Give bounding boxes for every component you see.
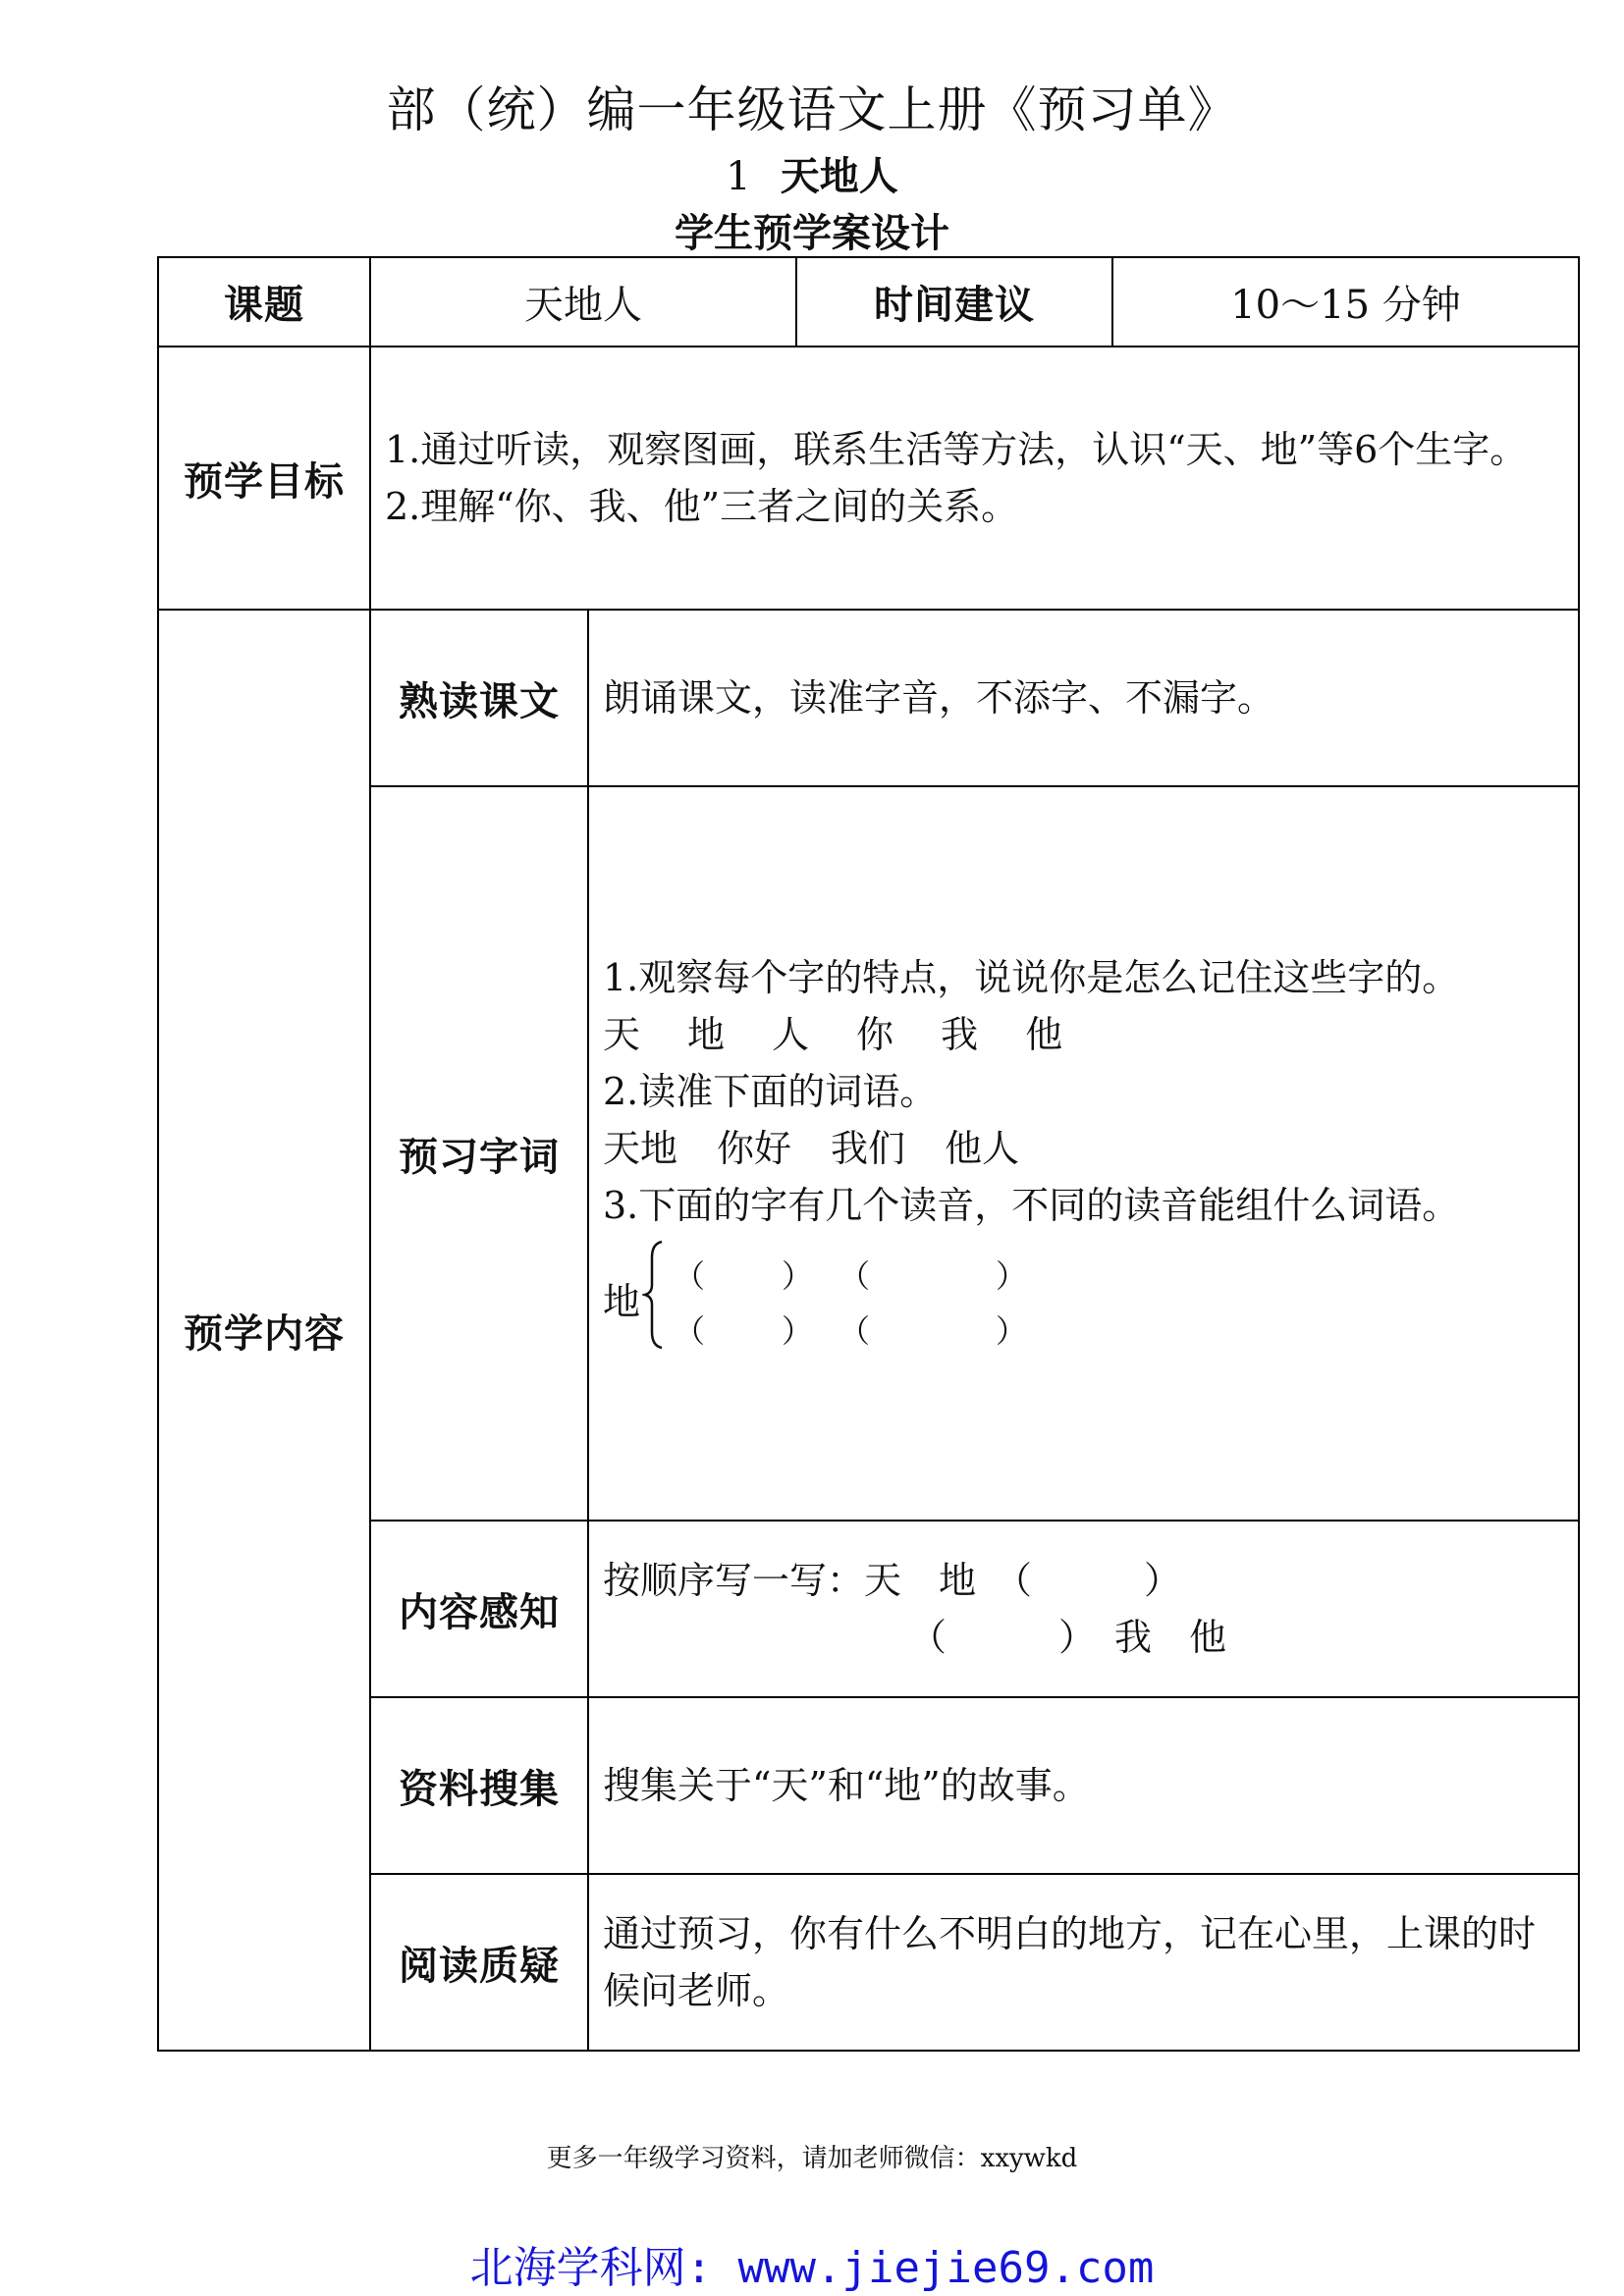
topic-label: 课题 (158, 257, 370, 347)
time-label: 时间建议 (796, 257, 1112, 347)
char-item: 我 (941, 1013, 979, 1056)
words-q3: 3.下面的字有几个读音，不同的读音能组什么词语。 (603, 1184, 1460, 1227)
collect-row (158, 1697, 1579, 1874)
perception-content (588, 1521, 1579, 1697)
collect-text: 搜集关于“天”和“地”的故事。 (588, 1697, 1579, 1874)
subtitle: 学生预学案设计 (675, 211, 949, 256)
paren-close: ） (782, 1257, 814, 1295)
time-value: 10～15 分钟 (1112, 257, 1579, 347)
words-q1: 1.观察每个字的特点，说说你是怎么记住这些字的。 (603, 956, 1460, 999)
perception-row (158, 1521, 1579, 1697)
question-row (158, 1874, 1579, 2051)
paren-open: （ (839, 1312, 871, 1350)
paren-open: （ (839, 1257, 871, 1295)
perception-line-1: 按顺序写一写：天 地 （ ） (603, 1559, 1182, 1602)
term-list (603, 1120, 1566, 1177)
question-text: 通过预习，你有什么不明白的地方，记在心里，上课的时候问老师。 (588, 1874, 1579, 2051)
lesson-number: 1 (726, 154, 751, 199)
goals-row (158, 347, 1579, 610)
lesson-name: 天地人 (780, 154, 898, 199)
perception-label: 内容感知 (370, 1521, 588, 1697)
reading-text: 朗诵课文，读准字音，不添字、不漏字。 (588, 610, 1579, 786)
main-title: 部（统）编一年级语文上册《预习单》 (386, 81, 1238, 138)
goal-item-1: 1.通过听读，观察图画，联系生活等方法，认识“天、地”等6个生字。 (385, 428, 1528, 471)
paren-open: （ (674, 1257, 706, 1295)
char-item: 天 (603, 1013, 641, 1056)
reading-row (158, 610, 1579, 786)
question-label: 阅读质疑 (370, 1874, 588, 2051)
char-item: 人 (772, 1013, 810, 1056)
curly-brace-icon (642, 1240, 666, 1350)
paren-close: ） (996, 1257, 1028, 1295)
char-item: 你 (856, 1013, 894, 1056)
term-item: 他人 (945, 1127, 1020, 1170)
goals-text (370, 347, 1579, 610)
words-q2: 2.读准下面的词语。 (603, 1070, 938, 1113)
paren-close: ） (996, 1312, 1028, 1350)
term-item: 天地 (603, 1127, 678, 1170)
paren-close: ） (782, 1312, 814, 1350)
topic-value: 天地人 (370, 257, 796, 347)
reading-label: 熟读课文 (370, 610, 588, 786)
site-link[interactable]: 北海学科网: www.jiejie69.com (469, 2243, 1155, 2293)
term-item: 你好 (717, 1127, 792, 1170)
footer-note: 更多一年级学习资料，请加老师微信：xxywkd (546, 2144, 1078, 2173)
words-content (588, 786, 1579, 1521)
goals-label: 预学目标 (158, 347, 370, 610)
collect-label: 资料搜集 (370, 1697, 588, 1874)
char-list (603, 1006, 1566, 1063)
polyphone-block (603, 1240, 1566, 1358)
char-item: 地 (687, 1013, 726, 1056)
lesson-heading (0, 145, 1624, 201)
char-item: 他 (1025, 1013, 1063, 1056)
preview-table (157, 256, 1580, 2052)
term-item: 我们 (831, 1127, 906, 1170)
paren-open: （ (674, 1312, 706, 1350)
perception-line-2: （ ） 我 他 (909, 1616, 1227, 1659)
topic-row (158, 257, 1579, 347)
goal-item-2: 2.理解“你、我、他”三者之间的关系。 (385, 485, 1019, 528)
content-label: 预学内容 (158, 610, 370, 2051)
words-label: 预习字词 (370, 786, 588, 1521)
polyphone-char: 地 (603, 1280, 641, 1323)
words-row (158, 786, 1579, 1521)
